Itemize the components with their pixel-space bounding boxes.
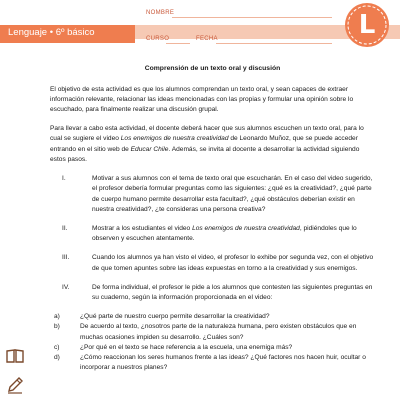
- step-number: IV.: [62, 283, 70, 291]
- step-item: [50, 174, 375, 215]
- step-text-a: Mostrar a los estudiantes el video: [92, 224, 193, 232]
- subject-label: Lenguaje • 6º básico: [8, 27, 95, 38]
- step-item: [50, 283, 375, 303]
- question-item: [50, 353, 375, 373]
- step-item: [50, 224, 375, 244]
- course-field-line[interactable]: [166, 43, 190, 44]
- book-icon: [6, 349, 24, 363]
- date-field-label: FECHA: [196, 36, 218, 42]
- question-text: ¿Cómo reaccionan los seres humanos frente a las ideas? ¿Qué factores nos hacen huir, ocultar o incorporar a nuestros planes?: [80, 354, 366, 372]
- name-field-label: NOMBRE: [146, 10, 175, 16]
- instructions-paragraph: [50, 124, 375, 165]
- para2-text-b: de Leonardo Muñoz, que se puede acceder entrando en el sitio web de: [50, 135, 358, 153]
- step-text: [80, 224, 375, 244]
- para2-text-c: . Además, se invita al docente a desarrollar la actividad siguiendo estos pasos.: [50, 145, 360, 163]
- step-number: III.: [62, 254, 70, 262]
- step-number: II.: [62, 224, 68, 232]
- steps-list: [50, 174, 375, 303]
- question-text: De acuerdo al texto, ¿nosotros parte de la naturaleza humana, pero existen obstáculos que en muchas ocasiones impiden su desarrollo. ¿Cuáles son?: [80, 323, 357, 341]
- name-field-line[interactable]: [172, 17, 332, 18]
- question-letter: b): [54, 323, 60, 331]
- document-body: [50, 64, 375, 374]
- question-letter: a): [54, 313, 60, 321]
- pencil-icon: [6, 376, 24, 394]
- intro-paragraph: El objetivo de esta actividad es que los alumnos comprendan un texto oral, y sean capaces de extraer información relevante, relacionar las ideas mencionadas con las propias y formular una opinión sobre lo escuchado, para finalmente realizar una discusión grupal.: [50, 85, 354, 113]
- question-letter: d): [54, 354, 60, 362]
- course-field-label: CURSO: [146, 36, 170, 42]
- question-text: ¿Qué parte de nuestro cuerpo permite desarrollar la creatividad?: [80, 313, 270, 321]
- question-letter: c): [54, 343, 60, 351]
- question-text: ¿Por qué en el texto se hace referencia a la escuela, una enemiga más?: [80, 343, 293, 351]
- question-item: [50, 343, 375, 353]
- step-number: I.: [62, 175, 66, 183]
- site-name: Educar Chile: [130, 145, 169, 153]
- video-title: Los enemigos de nuestra creatividad: [120, 135, 229, 143]
- step-text-b: , pidiéndoles que lo observen y escuchen atentamente.: [92, 224, 357, 243]
- step-text: Cuando los alumnos ya han visto el video, el profesor lo exhibe por segunda vez, con el objetivo de que tomen apuntes sobre las ideas expuestas en torno a la creatividad y sus enemigos.: [92, 254, 374, 272]
- question-item: [50, 322, 375, 342]
- document-title: Comprensión de un texto oral y discusión: [144, 65, 281, 72]
- step-item: [50, 253, 375, 273]
- step-text: Motivar a sus alumnos con el tema de texto oral que escucharán. En el caso del video sugerido, el profesor debería formular preguntas como las siguientes: ¿qué es la creatividad?, ¿qué parte de cuerpo humano permite desarrollar esta facultad?, ¿qué obstáculos deberían existir en nuestra creatividad?, ¿te consideras una persona creativa?: [92, 175, 373, 213]
- step-text: De forma individual, el profesor le pide a los alumnos que contesten las siguientes preguntas en su cuaderno, según la información proporcionada en el video:: [92, 283, 373, 302]
- logo-letter: L: [358, 10, 376, 40]
- step-video-title: Los enemigos de nuestra creatividad: [192, 224, 300, 232]
- question-item: [50, 312, 375, 322]
- questions-list: [50, 312, 375, 373]
- page-header: [0, 0, 400, 52]
- date-field-line[interactable]: [216, 43, 332, 44]
- para2-text-a: Para llevar a cabo esta actividad, el docente deberá hacer que sus alumnos escuchen un texto oral, para lo cual se sugiere el video: [50, 125, 364, 143]
